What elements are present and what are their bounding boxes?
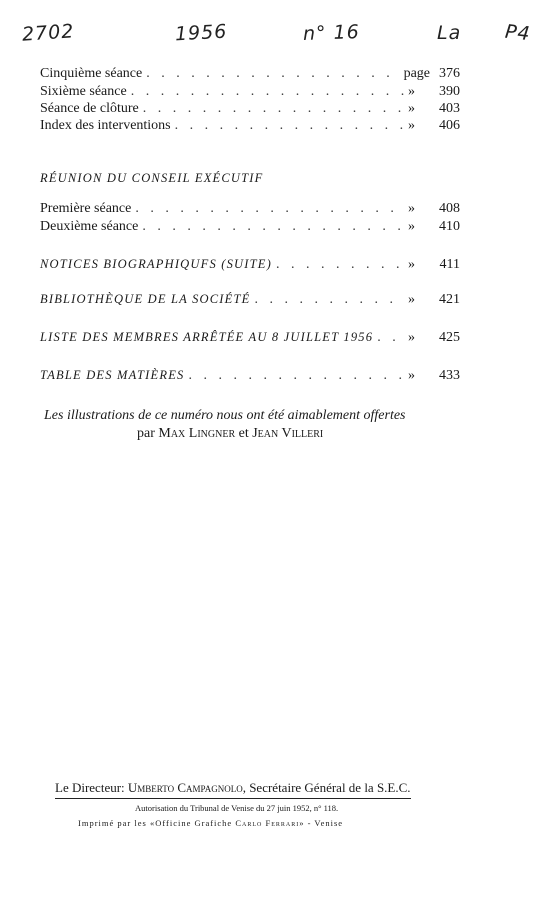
toc-ditto-mark: » xyxy=(408,257,415,272)
toc-label: TABLE DES MATIÈRES xyxy=(40,368,185,382)
credit-et: et xyxy=(238,426,249,441)
toc-entry xyxy=(40,66,460,82)
printer-name: Carlo Ferrari xyxy=(235,818,300,828)
toc-leader-dots xyxy=(175,118,404,134)
toc-ditto-mark: » xyxy=(408,368,415,383)
toc-label: Première séance xyxy=(40,201,132,216)
toc-label: LISTE DES MEMBRES ARRÊTÉE AU 8 JUILLET 1956 xyxy=(40,330,374,344)
toc-page-number: 403 xyxy=(439,101,460,116)
toc-entry xyxy=(40,84,460,100)
handwritten-note-2: 1956 xyxy=(174,20,228,46)
toc-page-number: 411 xyxy=(439,257,460,272)
toc-page-prefix: page xyxy=(403,66,430,81)
director-title: Secrétaire Général de la S.E.C. xyxy=(249,780,411,795)
toc-entry xyxy=(40,257,460,273)
toc-entry xyxy=(40,368,460,384)
handwritten-note-4: La xyxy=(437,22,462,44)
toc-leader-dots xyxy=(189,368,404,384)
toc-leader-dots xyxy=(276,257,404,273)
illustrations-note: Les illustrations de ce numéro nous ont été aimablement offertes xyxy=(44,408,406,423)
toc-label: Index des interventions xyxy=(40,118,171,133)
toc-ditto-mark: » xyxy=(408,201,415,216)
toc-label: Séance de clôture xyxy=(40,101,139,116)
director-name: Umberto Campagnolo, xyxy=(127,780,246,795)
toc-page-number: 390 xyxy=(439,84,460,99)
toc-leader-dots xyxy=(146,66,399,82)
toc-ditto-mark: » xyxy=(408,118,415,133)
toc-label: Cinquième séance xyxy=(40,66,143,81)
toc-ditto-mark: » xyxy=(408,219,415,234)
toc-leader-dots xyxy=(142,219,404,235)
toc-entry xyxy=(40,330,460,346)
toc-page-number: 408 xyxy=(439,201,460,216)
handwritten-note-3: n° 16 xyxy=(302,21,361,45)
toc-entry xyxy=(40,219,460,235)
toc-page-number: 421 xyxy=(439,292,460,307)
toc-ditto-mark: » xyxy=(408,330,415,345)
toc-leader-dots xyxy=(143,101,404,117)
credit-par: par xyxy=(137,426,155,441)
toc-page-number: 376 xyxy=(439,66,460,81)
toc-page-number: 425 xyxy=(439,330,460,345)
toc-page-number: 433 xyxy=(439,368,460,383)
toc-entry xyxy=(40,118,460,134)
toc-leader-dots xyxy=(131,84,404,100)
toc-entry xyxy=(40,201,460,217)
toc-leader-dots xyxy=(135,201,404,217)
toc-ditto-mark: » xyxy=(408,84,415,99)
toc-leader-dots xyxy=(254,292,404,308)
illustrations-credit xyxy=(137,426,323,442)
toc-entry xyxy=(40,101,460,117)
printer-line xyxy=(78,818,343,828)
toc-page-number: 410 xyxy=(439,219,460,234)
director-line xyxy=(55,780,411,799)
authorization-line: Autorisation du Tribunal de Venise du 27 juin 1952, n° 118. xyxy=(135,803,339,813)
illustrator-name: Max Lingner xyxy=(158,426,236,441)
section-heading: RÉUNION DU CONSEIL EXÉCUTIF xyxy=(40,171,264,185)
handwritten-note-1: 2702 xyxy=(21,20,76,46)
handwritten-note-5: P4 xyxy=(503,20,532,46)
toc-page-number: 406 xyxy=(439,118,460,133)
toc-label: BIBLIOTHÈQUE DE LA SOCIÉTÉ xyxy=(40,292,251,306)
toc-label: Deuxième séance xyxy=(40,219,139,234)
toc-label: Sixième séance xyxy=(40,84,127,99)
toc-entry xyxy=(40,292,460,308)
toc-ditto-mark: » xyxy=(408,101,415,116)
toc-leader-dots xyxy=(377,330,404,346)
director-prefix: Le Directeur: xyxy=(55,780,125,795)
printer-prefix: Imprimé par les «Officine Grafiche xyxy=(78,818,233,828)
printer-suffix: » - Venise xyxy=(299,818,344,828)
illustrator-name: Jean Villeri xyxy=(252,426,324,441)
toc-label: NOTICES BIOGRAPHIQUFS (SUITE) xyxy=(40,257,272,271)
toc-ditto-mark: » xyxy=(408,292,415,307)
